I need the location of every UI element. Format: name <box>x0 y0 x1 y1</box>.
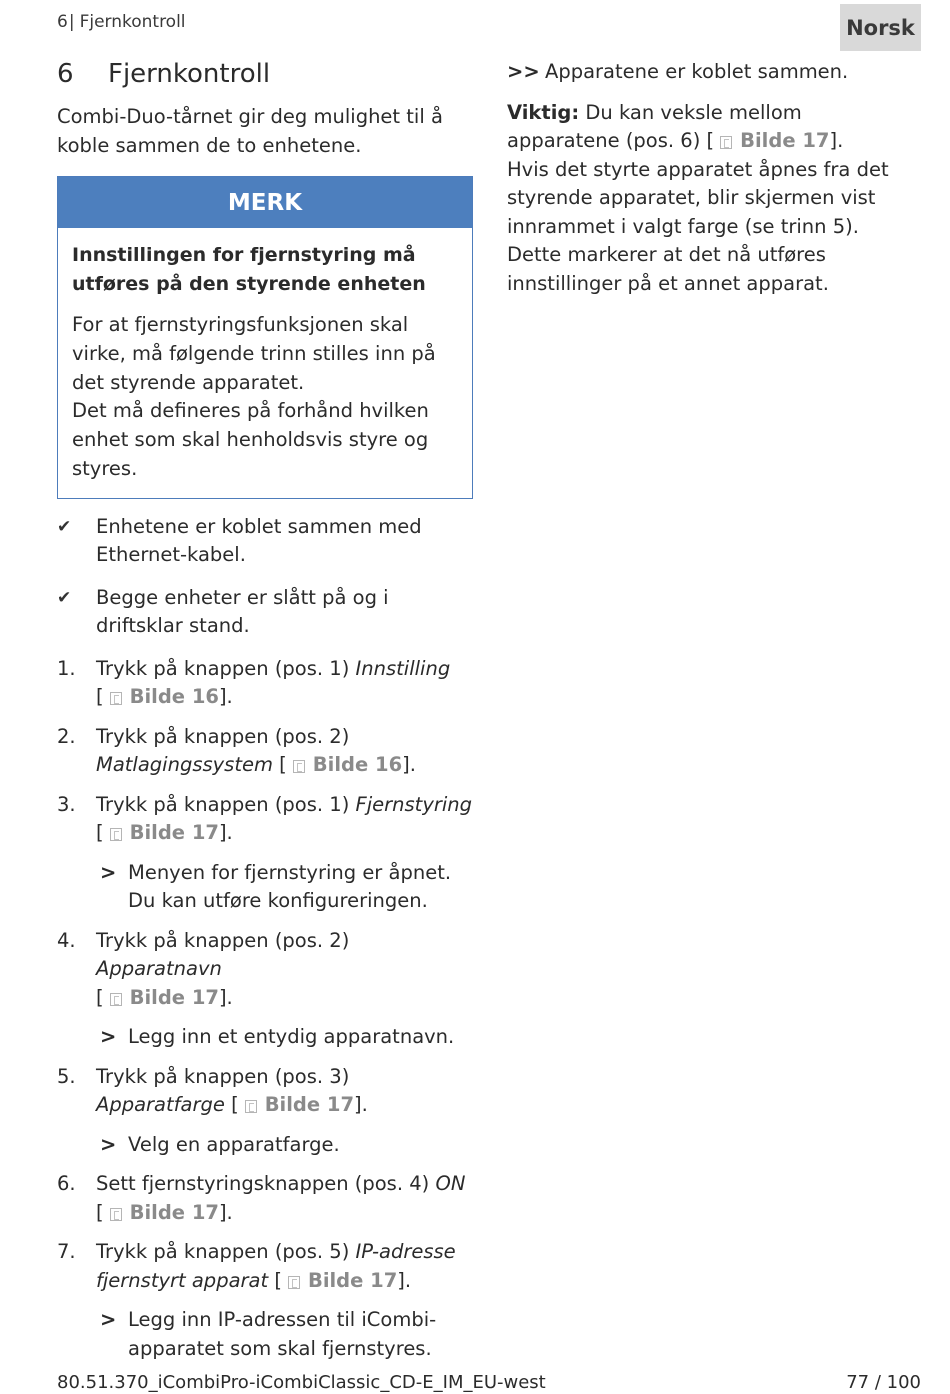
figure-reference-icon <box>110 828 122 841</box>
step-content: Trykk på knappen (pos. 1) Innstilling [ Bilde 16]. <box>96 656 451 709</box>
page-number: 77 / 100 <box>846 1372 921 1393</box>
step-text: Trykk på knappen (pos. 1) <box>96 656 350 680</box>
ui-element-name: Matlagingssystem <box>96 753 273 777</box>
final-result-marker: >> <box>507 60 540 83</box>
step-content: Sett fjernstyringsknappen (pos. 4) ON [ Bilde 17]. <box>96 1172 466 1224</box>
step-text: Trykk på knappen (pos. 2) <box>96 724 350 748</box>
step-7-result <box>96 1306 473 1363</box>
step-text: Sett fjernstyringsknappen (pos. 4) <box>96 1172 430 1196</box>
chapter-title: Fjernkontroll <box>79 12 186 32</box>
step-number: 7. <box>57 1240 76 1264</box>
result-arrow-icon: > <box>100 860 117 884</box>
step-2 <box>57 723 473 780</box>
note-text <box>72 311 458 484</box>
result-text: Legg inn IP-adressen til iCombi-apparatet som skal fjernstyres. <box>128 1308 437 1360</box>
intro-paragraph: Combi-Duo-tårnet gir deg mulighet til å koble sammen de to enhetene. <box>57 105 443 157</box>
result-text: Velg en apparatfarge. <box>128 1132 340 1156</box>
figure-reference-link[interactable]: Bilde 17 <box>264 1093 355 1117</box>
language-tab: Norsk <box>840 4 921 51</box>
chapter-number: 6 <box>57 12 68 32</box>
figure-reference-link[interactable]: Bilde 17 <box>129 1200 219 1224</box>
header-separator: | <box>68 12 75 32</box>
step-5 <box>57 1063 473 1120</box>
checkmark-icon: ✔ <box>57 587 72 608</box>
result-line-2: Du kan utføre konfigureringen. <box>128 889 428 913</box>
figure-reference-link[interactable]: Bilde 17 <box>129 985 219 1009</box>
step-number: 3. <box>57 792 76 816</box>
figure-reference-icon <box>720 136 732 149</box>
important-note: Viktig: Du kan veksle mellom apparatene (pos. 6) [ Bilde 17]. <box>507 100 844 152</box>
step-content: Trykk på knappen (pos. 3) Apparatfarge [ Bilde 17]. <box>96 1064 368 1117</box>
final-result-text: Apparatene er koblet sammen. <box>545 60 849 83</box>
step-text: Trykk på knappen (pos. 2) <box>96 928 350 952</box>
ui-element-name: ON <box>435 1172 466 1196</box>
figure-reference-icon <box>110 1208 122 1221</box>
running-header <box>57 12 186 32</box>
step-number: 4. <box>57 928 76 952</box>
figure-reference-link[interactable]: Bilde 17 <box>740 129 830 152</box>
note-body <box>58 228 472 498</box>
ui-element-name: IP-adresse fjernstyrt apparat <box>96 1240 456 1292</box>
note-box <box>57 176 473 499</box>
step-content: Trykk på knappen (pos. 5) IP-adresse fjernstyrt apparat [ Bilde 17]. <box>96 1240 456 1292</box>
step-number: 5. <box>57 1064 76 1088</box>
step-3-result <box>96 859 473 916</box>
step-3 <box>57 791 473 848</box>
figure-reference-link[interactable]: Bilde 17 <box>129 821 219 845</box>
prerequisite-item <box>57 513 473 570</box>
figure-reference-icon <box>110 993 122 1006</box>
result-text: Legg inn et entydig apparatnavn. <box>128 1025 455 1049</box>
step-text: Trykk på knappen (pos. 5) <box>96 1240 350 1264</box>
step-7 <box>57 1238 473 1295</box>
prerequisites-list <box>57 513 473 641</box>
figure-reference-icon <box>293 760 305 773</box>
prerequisite-item <box>57 584 473 641</box>
section-number: 6 <box>57 59 74 89</box>
step-number: 1. <box>57 656 76 680</box>
important-text: Du kan veksle mellom apparatene (pos. 6) [ <box>507 100 802 152</box>
section-heading <box>57 56 473 92</box>
result-text <box>128 859 451 916</box>
ui-element-name: Fjernstyring <box>355 792 473 816</box>
step-1 <box>57 655 473 712</box>
document-id: 80.51.370_iCombiPro-iCombiClassic_CD-E_IM_EU-west <box>57 1372 546 1393</box>
step-4 <box>57 927 473 1013</box>
final-result <box>507 58 917 87</box>
figure-reference-icon <box>245 1100 257 1113</box>
info-paragraph: Hvis det styrte apparatet åpnes fra det styrende apparatet, blir skjermen vist innrammet i valgt farge (se trinn 5). Dette markerer at det nå utføres innstillinger på et annet apparat. <box>507 157 889 295</box>
step-content: Trykk på knappen (pos. 2) Matlagingssystem [ Bilde 16]. <box>96 724 416 777</box>
important-label: Viktig: <box>507 100 580 124</box>
step-text: Trykk på knappen (pos. 1) <box>96 792 350 816</box>
figure-reference-link[interactable]: Bilde 16 <box>312 753 403 777</box>
result-arrow-icon: > <box>100 1308 117 1332</box>
note-label: MERK <box>58 177 472 228</box>
result-line-1: Menyen for fjernstyring er åpnet. <box>128 860 452 884</box>
ui-element-name: Innstilling <box>355 656 451 680</box>
result-arrow-icon: > <box>100 1132 117 1156</box>
checkmark-icon: ✔ <box>57 516 72 537</box>
step-content: Trykk på knappen (pos. 2) Apparatnavn [ Bilde 17]. <box>96 928 350 1009</box>
note-text-2: Det må defineres på forhånd hvilken enhet som skal henholdsvis styre og styres. <box>72 399 429 480</box>
prerequisite-text: Enhetene er koblet sammen med Ethernet-kabel. <box>96 514 422 567</box>
left-column <box>57 56 473 1374</box>
note-text-1: For at fjernstyringsfunksjonen skal virke, må følgende trinn stilles inn på det styrende apparatet. <box>72 313 436 394</box>
figure-reference-icon <box>288 1276 300 1289</box>
prerequisite-text: Begge enheter er slått på og i driftsklar stand. <box>96 585 389 638</box>
step-number: 6. <box>57 1172 76 1196</box>
step-4-result <box>96 1023 473 1052</box>
step-6 <box>57 1170 473 1227</box>
figure-reference-icon <box>110 692 122 705</box>
note-title: Innstillingen for fjernstyring må utføres på den styrende enheten <box>72 244 426 295</box>
step-number: 2. <box>57 724 76 748</box>
result-arrow-icon: > <box>100 1025 117 1049</box>
figure-reference-link[interactable]: Bilde 16 <box>129 685 219 709</box>
step-5-result <box>96 1131 473 1160</box>
figure-reference-link[interactable]: Bilde 17 <box>307 1268 398 1292</box>
ui-element-name: Apparatnavn <box>96 957 222 981</box>
right-column <box>507 58 917 298</box>
step-content: Trykk på knappen (pos. 1) Fjernstyring [ Bilde 17]. <box>96 792 473 845</box>
step-text: Trykk på knappen (pos. 3) <box>96 1064 350 1088</box>
ui-element-name: Apparatfarge <box>96 1093 225 1117</box>
section-title: Fjernkontroll <box>108 59 271 89</box>
